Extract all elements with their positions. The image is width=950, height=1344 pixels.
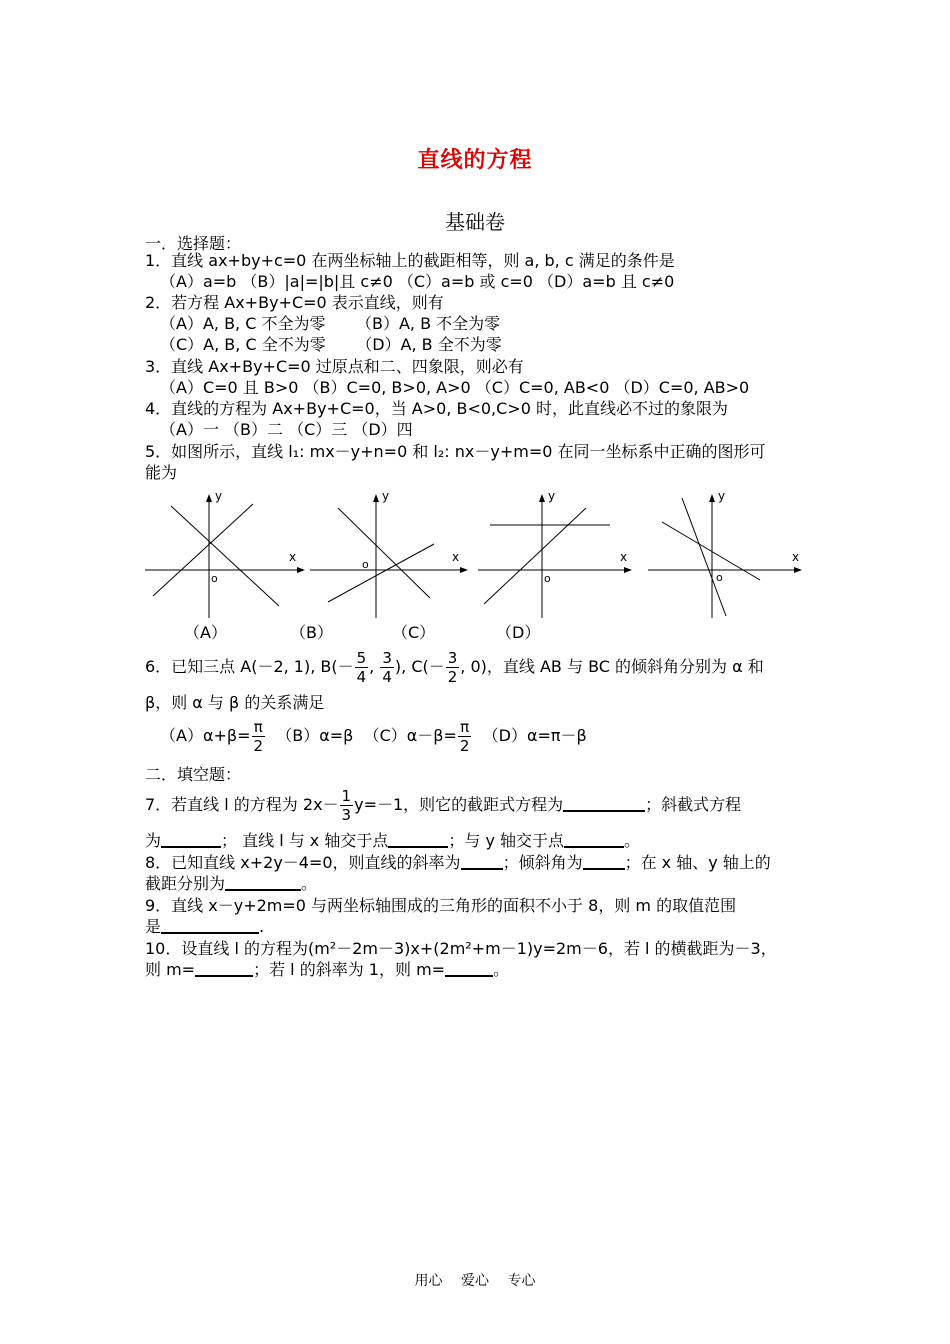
page-subtitle: 基础卷 — [445, 210, 505, 234]
answer-blank[interactable] — [195, 960, 253, 977]
answer-blank[interactable] — [583, 853, 625, 870]
answer-blank[interactable] — [445, 960, 493, 977]
line-l2 — [484, 508, 586, 604]
line-l2 — [662, 522, 760, 580]
line-l2 — [328, 544, 434, 602]
q4-stem: 4．直线的方程为 Ax+By+C=0，当 A>0, B<0,C>0 时，此直线必不过的象限为 — [145, 399, 728, 418]
answer-blank[interactable] — [461, 853, 503, 870]
q10-line2: 则 m= ；若 l 的斜率为 1，则 m= 。 — [145, 960, 510, 979]
x-axis-label: x — [792, 550, 800, 564]
graph-a-label: （A） — [184, 623, 227, 642]
section-heading-choice: 一．选择题： — [145, 234, 242, 253]
fraction-pi-2: $\frac{\pi}{2}$ — [459, 718, 470, 755]
q6-stem-line1: 6．已知三点 A(－2, 1), B(－ $\frac{5}{4}$ , $\frac{3}{4}$ ), C(－ $\frac{3}{2}$ , 0)，直线 AB 与 BC 的倾斜角分别为 α 和 — [145, 649, 764, 686]
line-l1 — [682, 498, 726, 616]
y-axis-label: y — [382, 489, 390, 503]
q2-options-cd: （C）A, B, C 全不为零 （D）A, B 全不为零 — [160, 335, 502, 354]
q8-line1: 8．已知直线 x+2y－4=0，则直线的斜率为 ；倾斜角为 ；在 x 轴、y 轴上的 — [145, 853, 771, 872]
graph-c-label: （C） — [392, 623, 436, 642]
page-title: 直线的方程 — [417, 148, 533, 173]
origin-label: o — [211, 572, 218, 585]
section-heading-fill: 二．填空题： — [145, 765, 242, 784]
q9-line2: 是 . — [145, 917, 265, 936]
answer-blank[interactable] — [388, 831, 448, 848]
answer-blank[interactable] — [161, 917, 259, 934]
q6-stem-line2: β，则 α 与 β 的关系满足 — [145, 693, 325, 712]
q5-stem-line1: 5．如图所示，直线 l₁: mx－y+n=0 和 l₂: nx－y+m=0 在同一坐标系中正确的图形可 — [145, 442, 766, 461]
q3-options: （A）C=0 且 B>0 （B）C=0, B>0, A>0 （C）C=0, AB<0 （D）C=0, AB>0 — [160, 378, 750, 397]
q7-line2: 为 ； 直线 l 与 x 轴交于点 ；与 y 轴交于点 。 — [145, 831, 641, 850]
line-l1 — [338, 508, 430, 598]
q1-options: （A）a=b （B）|a|=|b|且 c≠0 （C）a=b 或 c=0 （D）a=b 且 c≠0 — [160, 272, 675, 291]
answer-blank[interactable] — [563, 795, 645, 812]
origin-label: o — [362, 558, 369, 571]
origin-label: o — [544, 572, 551, 585]
answer-blank[interactable] — [564, 831, 624, 848]
q9-line1: 9．直线 x－y+2m=0 与两坐标轴围成的三角形的面积不小于 8，则 m 的取值范围 — [145, 896, 737, 915]
fraction-1-3: $\frac{1}{3}$ — [341, 787, 352, 824]
fraction-3-4: $\frac{3}{4}$ — [382, 649, 392, 686]
q6-options: （A）α+β= $\frac{\pi}{2}$ （B）α=β （C）α－β= $\frac{\pi}{2}$ （D）α=π－β — [160, 718, 587, 755]
q5-stem-line2: 能为 — [145, 463, 178, 482]
q3-stem: 3．直线 Ax+By+C=0 过原点和二、四象限，则必有 — [145, 357, 524, 376]
answer-blank[interactable] — [225, 874, 301, 891]
q4-options: （A）一 （B）二 （C）三 （D）四 — [160, 420, 413, 439]
q8-line2: 截距分别为 。 — [145, 874, 318, 893]
graph-b — [310, 488, 475, 618]
graph-d — [648, 488, 813, 618]
fraction-5-4: $\frac{5}{4}$ — [356, 649, 367, 686]
x-axis-label: x — [620, 550, 628, 564]
graph-d-label: （D） — [496, 623, 541, 642]
x-axis-label: x — [289, 550, 297, 564]
fraction-3-2: $\frac{3}{2}$ — [447, 649, 458, 686]
q2-options-ab: （A）A, B, C 不全为零 （B）A, B 不全为零 — [160, 314, 501, 333]
q7-line1: 7．若直线 l 的方程为 2x－ $\frac{1}{3}$ y=－1，则它的截距式方程为 ；斜截式方程 — [145, 787, 742, 824]
line-l1 — [171, 506, 279, 606]
graph-c — [478, 488, 643, 618]
q2-stem: 2．若方程 Ax+By+C=0 表示直线，则有 — [145, 293, 444, 312]
answer-blank[interactable] — [161, 831, 221, 848]
q10-line1: 10．设直线 l 的方程为(m²－2m－3)x+(2m²+m－1)y=2m－6，若 l 的横截距为－3， — [145, 939, 777, 958]
graph-a — [145, 488, 310, 618]
y-axis-label: y — [215, 489, 223, 503]
page-footer: 用心 爱心 专心 — [414, 1273, 536, 1289]
y-axis-label: y — [718, 489, 726, 503]
x-axis-label: x — [452, 550, 460, 564]
graph-b-label: （B） — [290, 623, 333, 642]
y-axis-label: y — [548, 489, 556, 503]
fraction-pi-2: $\frac{\pi}{2}$ — [253, 718, 264, 755]
origin-label: o — [716, 571, 723, 584]
line-l2 — [153, 504, 253, 596]
q1-stem: 1．直线 ax+by+c=0 在两坐标轴上的截距相等，则 a, b, c 满足的条件是 — [145, 251, 675, 270]
